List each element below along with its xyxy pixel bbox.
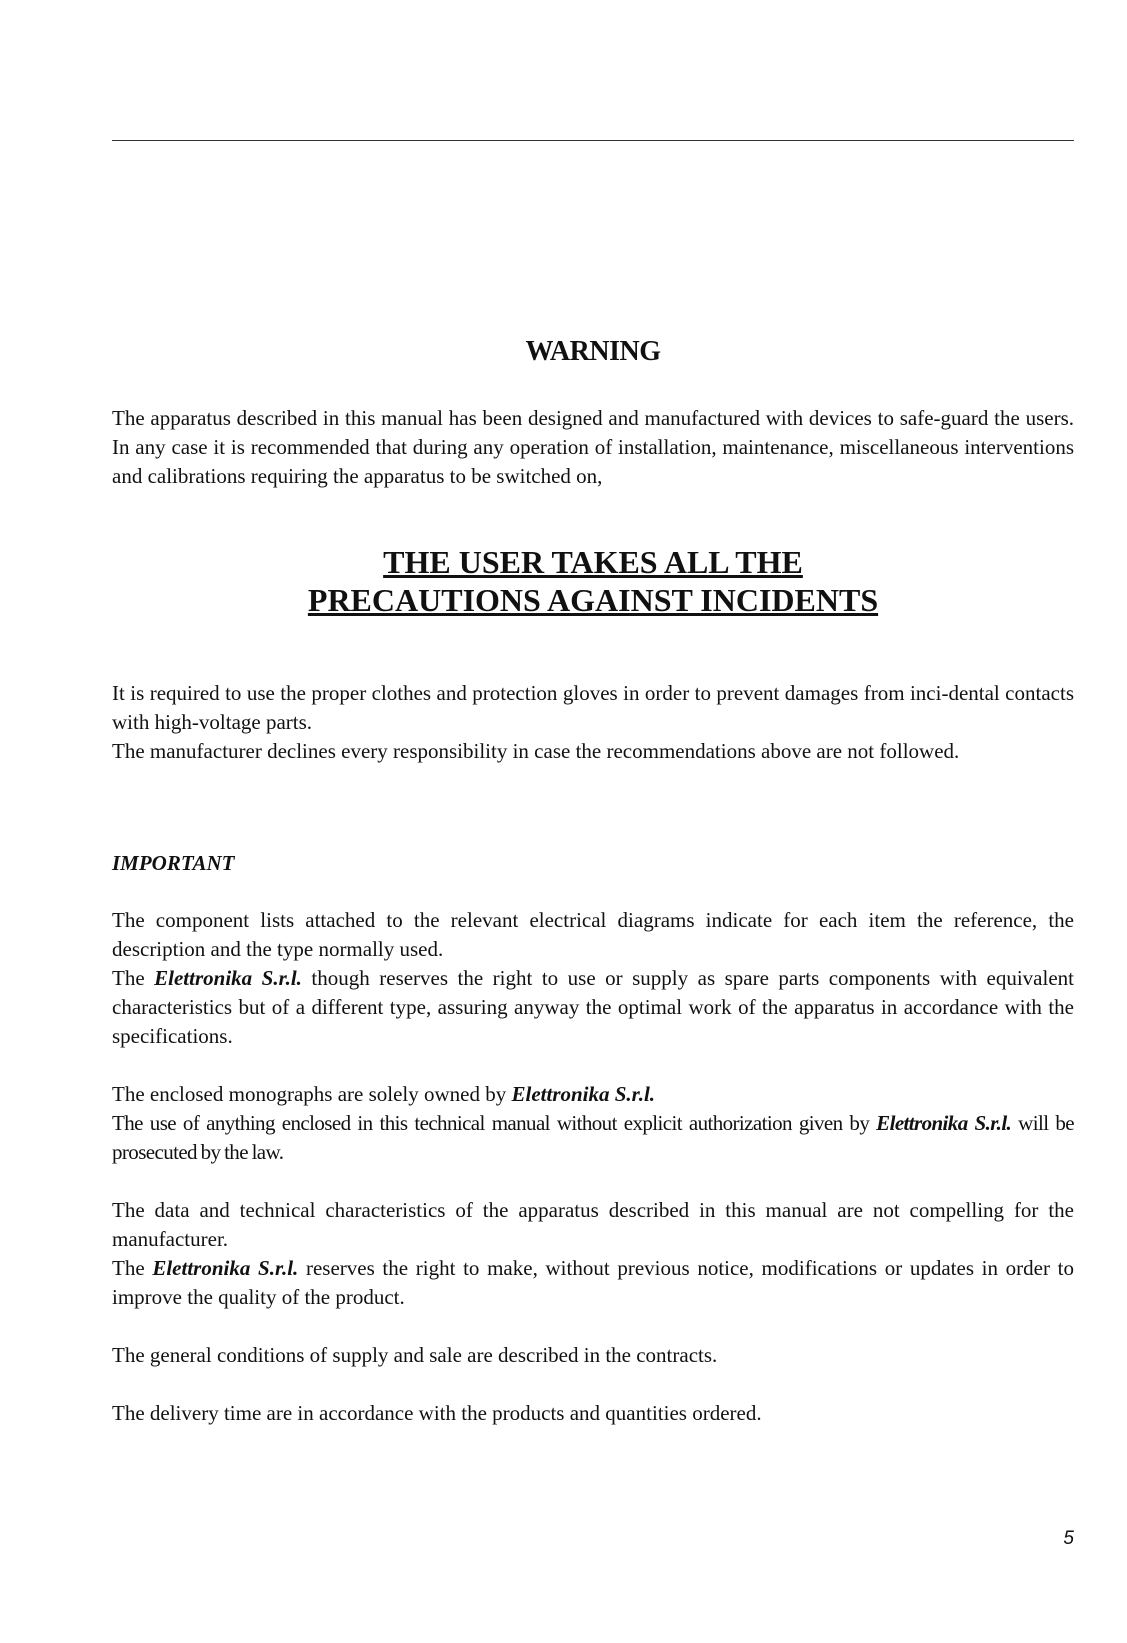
- page-content: [112, 320, 1074, 1428]
- precautions-heading-line-1: THE USER TAKES ALL THE: [383, 544, 803, 580]
- spare-parts-post: though reserves the right to use or supply as spare parts components with equivalent characteristics but of a different type, assuring anyway the optimal work of the apparatus in accordance with the specifications.: [112, 966, 1074, 1048]
- data-not-compelling-paragraph: The data and technical characteristics of the apparatus described in this manual are not compelling for the manufacturer.: [112, 1198, 1074, 1251]
- precautions-heading-line-2: PRECAUTIONS AGAINST INCIDENTS: [307, 582, 879, 618]
- protection-paragraph: It is required to use the proper clothes and protection gloves in order to prevent damages from inci-dental contacts with high-voltage parts.: [112, 681, 1074, 734]
- prosecution-pre: The use of anything enclosed in this technical manual without explicit authorization given by: [112, 1111, 877, 1135]
- monographs-paragraph: [112, 1080, 1074, 1109]
- important-label: IMPORTANT: [112, 851, 235, 875]
- warning-intro: The apparatus described in this manual has been designed and manufactured with devices to safe-guard the users. In any case it is recommended that during any operation of installation, maintenance, miscellaneous interventions and calibrations requiring the apparatus to be switched on,: [112, 406, 1074, 488]
- brand-name: Elettronika S.r.l.: [876, 1111, 1012, 1135]
- spare-parts-paragraph: [112, 964, 1074, 1051]
- warning-title: WARNING: [525, 336, 661, 367]
- brand-name: Elettronika S.r.l.: [511, 1082, 656, 1106]
- monographs-pre: The enclosed monographs are solely owned by: [112, 1082, 512, 1106]
- component-lists-paragraph: The component lists attached to the relevant electrical diagrams indicate for each item the reference, the description and the type normally used.: [112, 908, 1074, 961]
- page-number: 5: [1063, 1528, 1074, 1549]
- spare-parts-pre: The: [112, 966, 155, 990]
- header-rule: [112, 140, 1074, 141]
- supply-conditions-paragraph: The general conditions of supply and sale are described in the contracts.: [112, 1343, 718, 1367]
- brand-name: Elettronika S.r.l.: [154, 966, 302, 990]
- brand-name: Elettronika S.r.l.: [152, 1256, 299, 1280]
- modifications-post: reserves the right to make, without previous notice, modifications or updates in order to improve the quality of the product.: [112, 1256, 1074, 1309]
- responsibility-paragraph: The manufacturer declines every responsibility in case the recommendations above are not followed.: [112, 739, 960, 763]
- modifications-pre: The: [112, 1256, 153, 1280]
- modifications-paragraph: [112, 1254, 1074, 1312]
- prosecution-post: will be prosecuted by the law.: [112, 1111, 1074, 1164]
- prosecution-paragraph: [112, 1109, 1074, 1167]
- precautions-heading: [112, 543, 1074, 619]
- delivery-time-paragraph: The delivery time are in accordance with the products and quantities ordered.: [112, 1401, 762, 1425]
